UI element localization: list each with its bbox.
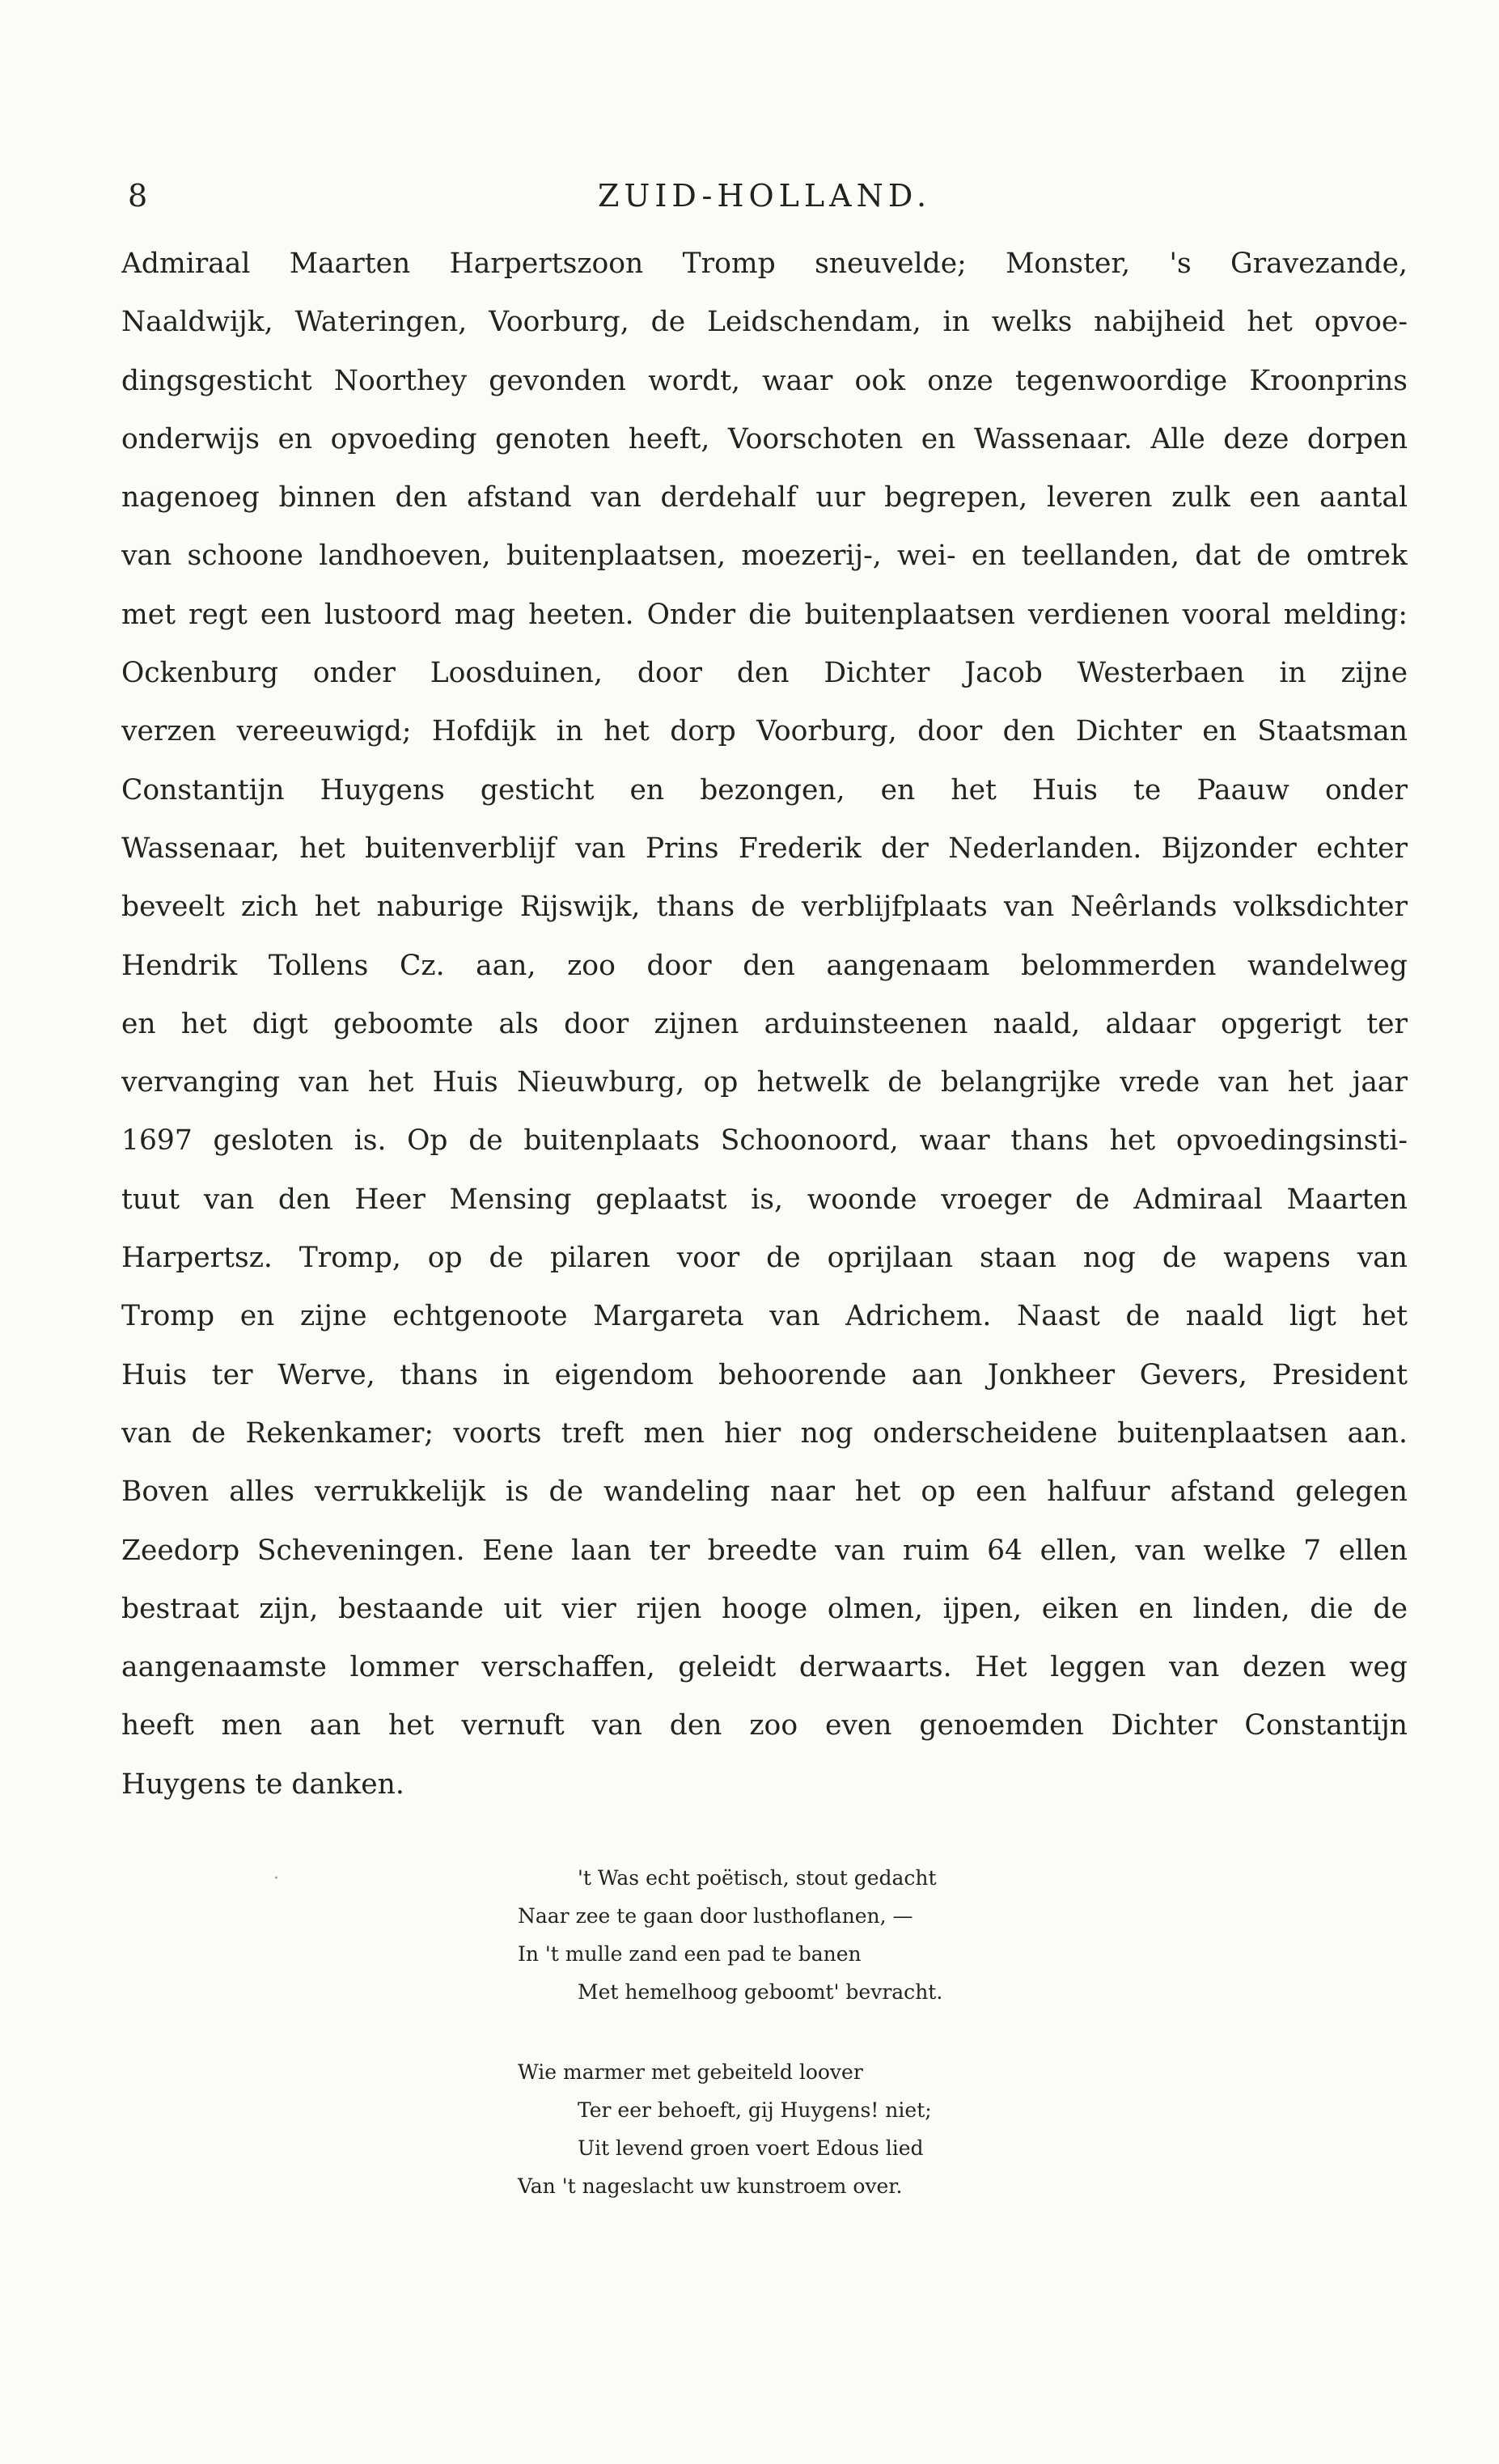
body-text xyxy=(121,235,1408,1814)
poem-verse: Ter eer behoeft, gij Huygens! niet; xyxy=(578,2098,932,2122)
poem-verse: Van 't nageslacht uw kunstroem over. xyxy=(518,2174,903,2198)
text-line: en het digt geboomte als door zijnen arduinsteenen naald, aldaar opgerigt ter xyxy=(121,1007,1408,1040)
text-line: Tromp en zijne echtgenoote Margareta van Adrichem. Naast de naald ligt het xyxy=(121,1300,1408,1333)
text-line: nagenoeg binnen den afstand van derdehalf uur begrepen, leveren zulk een aantal xyxy=(121,481,1408,514)
text-line: Ockenburg onder Loosduinen, door den Dichter Jacob Westerbaen in zijne xyxy=(121,657,1408,690)
text-line: Harpertsz. Tromp, op de pilaren voor de oprijlaan staan nog de wapens van xyxy=(121,1242,1408,1275)
text-line: Constantijn Huygens gesticht en bezongen, en het Huis te Paauw onder xyxy=(121,773,1408,807)
margin-dot: · xyxy=(273,1869,279,1889)
text-line: onderwijs en opvoeding genoten heeft, Voorschoten en Wassenaar. Alle deze dorpen xyxy=(121,422,1408,455)
page-header xyxy=(121,178,1408,218)
text-line: beveelt zich het naburige Rijswijk, thans de verblijfplaats van Neêrlands volksdichter xyxy=(121,891,1408,924)
poem-stanza-1 xyxy=(518,1859,1035,2011)
text-line: Boven alles verrukkelijk is de wandeling naar het op een halfuur afstand gelegen xyxy=(121,1475,1408,1509)
text-line: Wassenaar, het buitenverblijf van Prins Frederik der Nederlanden. Bijzonder echter xyxy=(121,832,1408,865)
text-line: verzen vereeuwigd; Hofdijk in het dorp Voorburg, door den Dichter en Staatsman xyxy=(121,715,1408,748)
poem-verse: 't Was echt poëtisch, stout gedacht xyxy=(578,1866,937,1890)
text-line: van schoone landhoeven, buitenplaatsen, moezerij-, wei- en teellanden, dat de omtrek xyxy=(121,540,1408,573)
text-line: bestraat zijn, bestaande uit vier rijen hooge olmen, ijpen, eiken en linden, die de xyxy=(121,1592,1408,1625)
poem-stanza-2 xyxy=(518,2053,1035,2205)
text-line: vervanging van het Huis Nieuwburg, op hetwelk de belangrijke vrede van het jaar xyxy=(121,1066,1408,1099)
poem-verse: In 't mulle zand een pad te banen xyxy=(518,1942,862,1966)
page-number: 8 xyxy=(128,178,148,214)
text-line: Hendrik Tollens Cz. aan, zoo door den aangenaam belommerden wandelweg xyxy=(121,949,1408,982)
text-line: Huis ter Werve, thans in eigendom behoorende aan Jonkheer Gevers, President xyxy=(121,1358,1408,1391)
poem-verse: Naar zee te gaan door lusthoflanen, — xyxy=(518,1904,913,1928)
text-line: van de Rekenkamer; voorts treft men hier nog onderscheidene buitenplaatsen aan. xyxy=(121,1416,1408,1450)
text-line: Zeedorp Scheveningen. Eene laan ter breedte van ruim 64 ellen, van welke 7 ellen xyxy=(121,1534,1408,1567)
running-head: ZUID-HOLLAND. xyxy=(597,178,932,214)
text-line: 1697 gesloten is. Op de buitenplaats Schoonoord, waar thans het opvoedingsinsti- xyxy=(121,1124,1408,1158)
text-line: Admiraal Maarten Harpertszoon Tromp sneuvelde; Monster, 's Gravezande, xyxy=(121,248,1408,280)
poem-verse: Uit levend groen voert Edous lied xyxy=(578,2136,924,2160)
text-line-last: Huygens te danken. xyxy=(121,1768,404,1801)
poem-verse: Wie marmer met gebeiteld loover xyxy=(518,2060,863,2084)
text-line: Naaldwijk, Wateringen, Voorburg, de Leidschendam, in welks nabijheid het opvoe- xyxy=(121,306,1408,339)
text-line: heeft men aan het vernuft van den zoo even genoemden Dichter Constantijn xyxy=(121,1709,1408,1742)
poem-verse: Met hemelhoog geboomt' bevracht. xyxy=(578,1980,943,2004)
text-line: met regt een lustoord mag heeten. Onder die buitenplaatsen verdienen vooral melding: xyxy=(121,598,1408,631)
text-line: aangenaamste lommer verschaffen, geleidt derwaarts. Het leggen van dezen weg xyxy=(121,1651,1408,1684)
text-line: tuut van den Heer Mensing geplaatst is, woonde vroeger de Admiraal Maarten xyxy=(121,1183,1408,1216)
text-line: dingsgesticht Noorthey gevonden wordt, waar ook onze tegenwoordige Kroonprins xyxy=(121,364,1408,397)
